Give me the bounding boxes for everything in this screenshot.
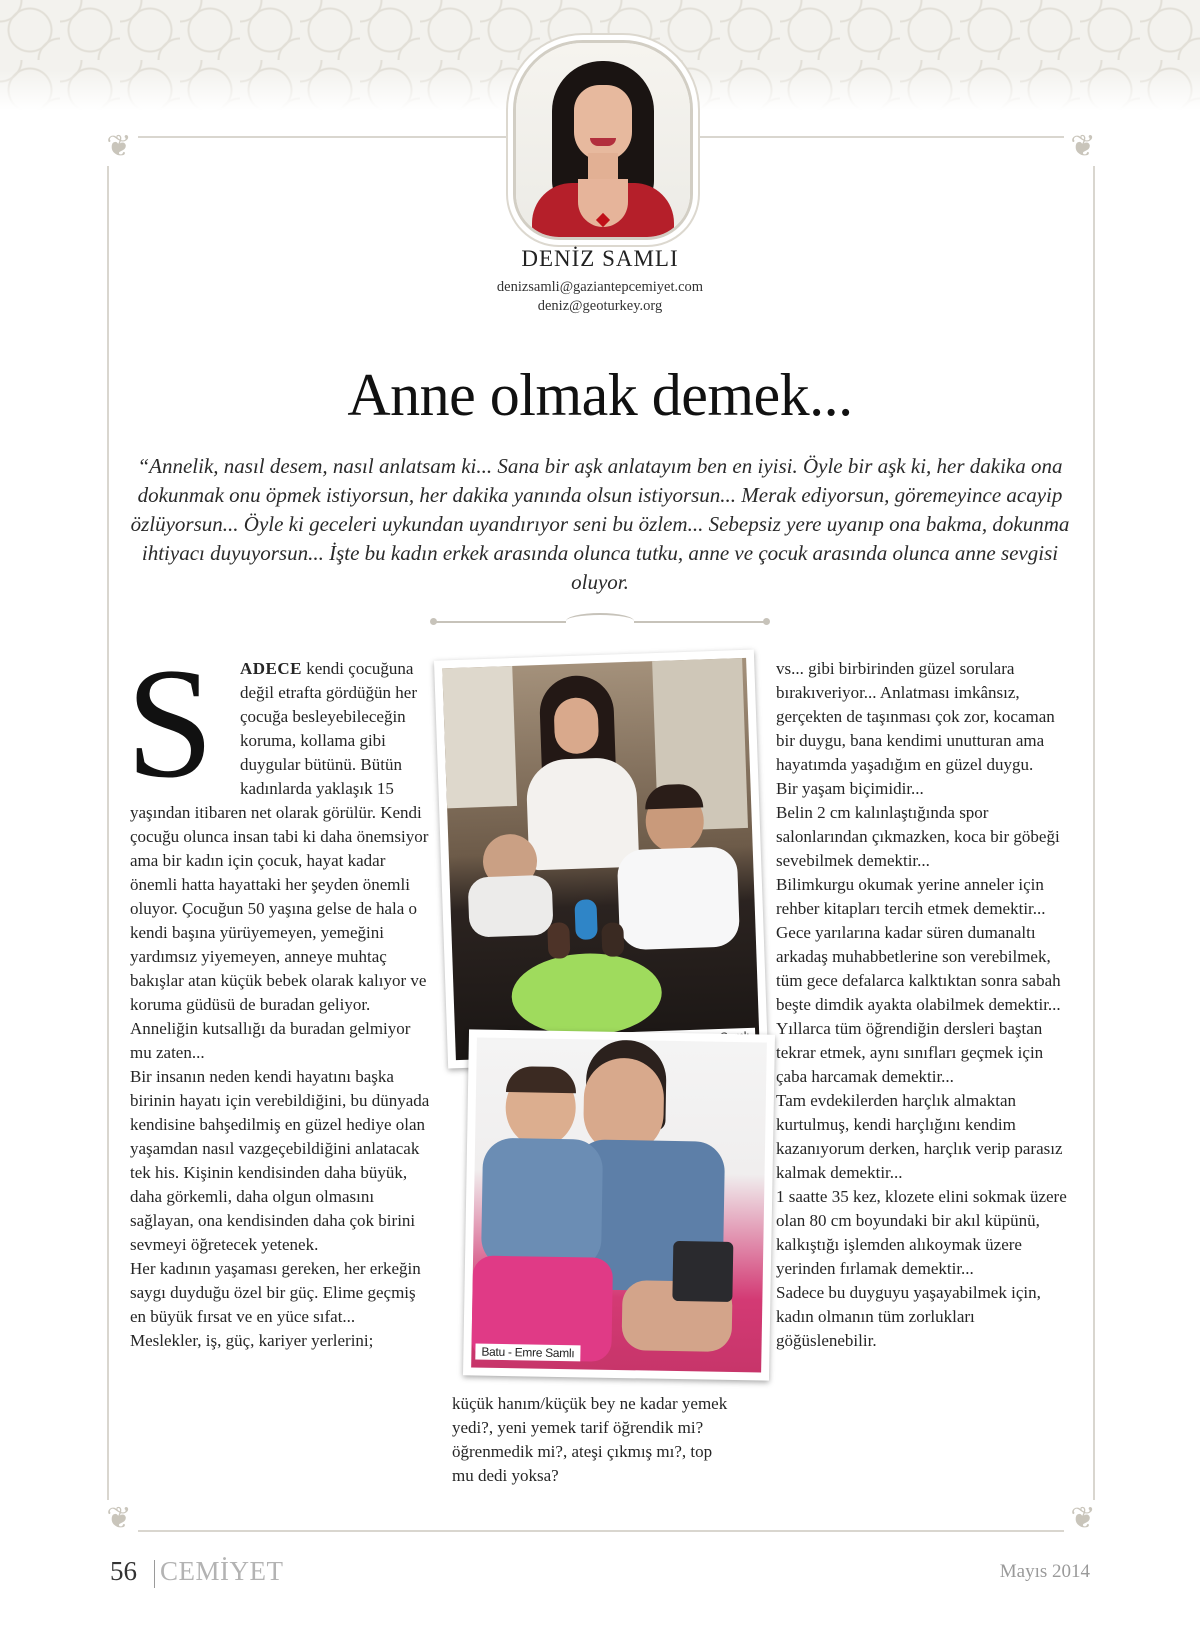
article-column-1: [126, 636, 430, 1353]
author-name: DENİZ SAMLI: [521, 246, 679, 271]
paragraph: Meslekler, iş, güç, kariyer yerlerini;: [130, 1331, 374, 1350]
family-photo: [434, 650, 768, 1069]
paragraph: Belin 2 cm kalınlaştığında spor salonlarından çıkmazken, koca bir göbeği sevebilmek demektir...: [776, 803, 1060, 870]
magazine-name: CEMİYET: [160, 1556, 284, 1586]
corner-ornament-icon: ❦: [100, 128, 138, 166]
paragraph: Tam evdekilerden harçlık almaktan kurtulmuş, kendi harçlığını kendim kazanıyorum derken, harçlık verip parasız kalmak demektir...: [776, 1091, 1063, 1182]
author-email: denizsamli@gaziantepcemiyet.com: [496, 279, 704, 295]
paragraph: Sadece bu duyguyu yaşayabilmek için, kadın olmanın tüm zorlukları göğüslenebilir.: [776, 1283, 1041, 1350]
drop-cap: S: [126, 636, 214, 811]
article-lead-quote: “Annelik, nasıl desem, nasıl anlatsam ki... Sana bir aşk anlatayım ben en iyisi. Öyle bir aşk ki, her dakika ona dokunmak onu öpmek istiyorsun, her dakika yanında olsun istiyorsun... Merak ediyorsun, göremeyince acayip özlüyorsun... Öyle ki geceleri uykundan uyandırıyor seni bu özlem... Sebepsiz yere uyanıp ona bakma, dokunma ihtiyacı duyuyorsun... İşte bu kadın erkek arasında olunca tutku, anne ve çocuk arasında olunca anne sevgisi oluyor.: [130, 454, 1070, 594]
lead-word: ADECE: [240, 659, 303, 678]
photo-caption: Batu - Emre Samlı: [475, 1344, 580, 1362]
paragraph-text: kendi çocuğuna değil etrafta gördüğün her çocuğa besleyebileceğin koruma, kollama gibi duygular bütünü. Bütün kadınlarda yaklaşık 15 yaşından itibaren net olarak görülür. Kendi çocuğu olunca insan tabi ki daha önemsiyor ama bir kadın için çocuk, hayat kadar önemli hatta hayattaki her şeyden önemli oluyor. Çocuğun 50 yaşına gelse de hala o kendi başına yürüyemeyen, yemeğini yardımsız yiyemeyen, anneye muhtaç bakışlar atan küçük bebek olarak kalıyor ve koruma güdüsü de buradan geliyor. Anneliğin kutsallığı da buradan gelmiyor mu zaten...: [130, 659, 429, 1062]
paragraph: Bilimkurgu okumak yerine anneler için rehber kitapları tercih etmek demektir...: [776, 875, 1046, 918]
corner-ornament-icon: ❦: [100, 1500, 138, 1538]
paragraph: 1 saatte 35 kez, klozete elini sokmak üzere olan 80 cm boyundaki bir akıl küpünü, kalkıştığı işlemden alıkoymak üzere yerinden fırlamak demektir...: [776, 1187, 1067, 1278]
article-column-3: [776, 657, 1076, 1353]
corner-ornament-icon: ❦: [1064, 1500, 1102, 1538]
paragraph: Bir insanın neden kendi hayatını başka birinin hayatı için verebildiğini, bu dünyada kendisine bahşedilmiş en güzel hediye olan yaşamdan nasıl vazgeçebildiğini anlatacak tek his. Kişinin kendisinden daha büyük, daha görkemli, daha olgun olmasını sağlayan, ona kendisinden daha çok birini sevmeyi öğretecek yetenek.: [130, 1067, 430, 1254]
paragraph: Gece yarılarına kadar süren dumanaltı arkadaş muhabbetlerine son verebilmek, tüm gece defalarca kalktıktan sonra sabah beşte dimdik ayakta olabilmek demektir...: [776, 923, 1061, 1014]
issue-date: Mayıs 2014: [999, 1561, 1090, 1582]
article-title: Anne olmak demek...: [347, 362, 853, 428]
paragraph: Bir yaşam biçimidir...: [776, 779, 924, 798]
author-portrait: [513, 40, 693, 240]
paragraph: vs... gibi birbirinden güzel sorulara bırakıveriyor... Anlatması imkânsız, gerçekten de taşınması çok zor, kocaman bir duygu, bana kendimi unutturan ama hayatımda yaşadığım en güzel duygu.: [776, 659, 1055, 774]
divider-ornament: [566, 613, 634, 629]
corner-ornament-icon: ❦: [1064, 128, 1102, 166]
children-photo: [463, 1029, 775, 1380]
author-email-secondary: deniz@geoturkey.org: [537, 298, 663, 314]
page-number: 56: [110, 1556, 137, 1586]
paragraph: Yıllarca tüm öğrendiğin dersleri baştan tekrar etmek, aynı sınıfları geçmek için çaba harcamak demektir...: [776, 1019, 1044, 1086]
paragraph: küçük hanım/küçük bey ne kadar yemek yedi?, yeni yemek tarif öğrendik mi? öğrenmedik mi?, ateşi çıkmış mı?, top mu dedi yoksa?: [452, 1394, 728, 1485]
article-column-2: [452, 1392, 737, 1488]
paragraph: Her kadının yaşaması gereken, her erkeğin saygı duyduğu özel bir güç. Elime geçmiş en büyük fırsat ve en yüce sıfat...: [130, 1259, 421, 1326]
footer-separator: [154, 1560, 155, 1588]
